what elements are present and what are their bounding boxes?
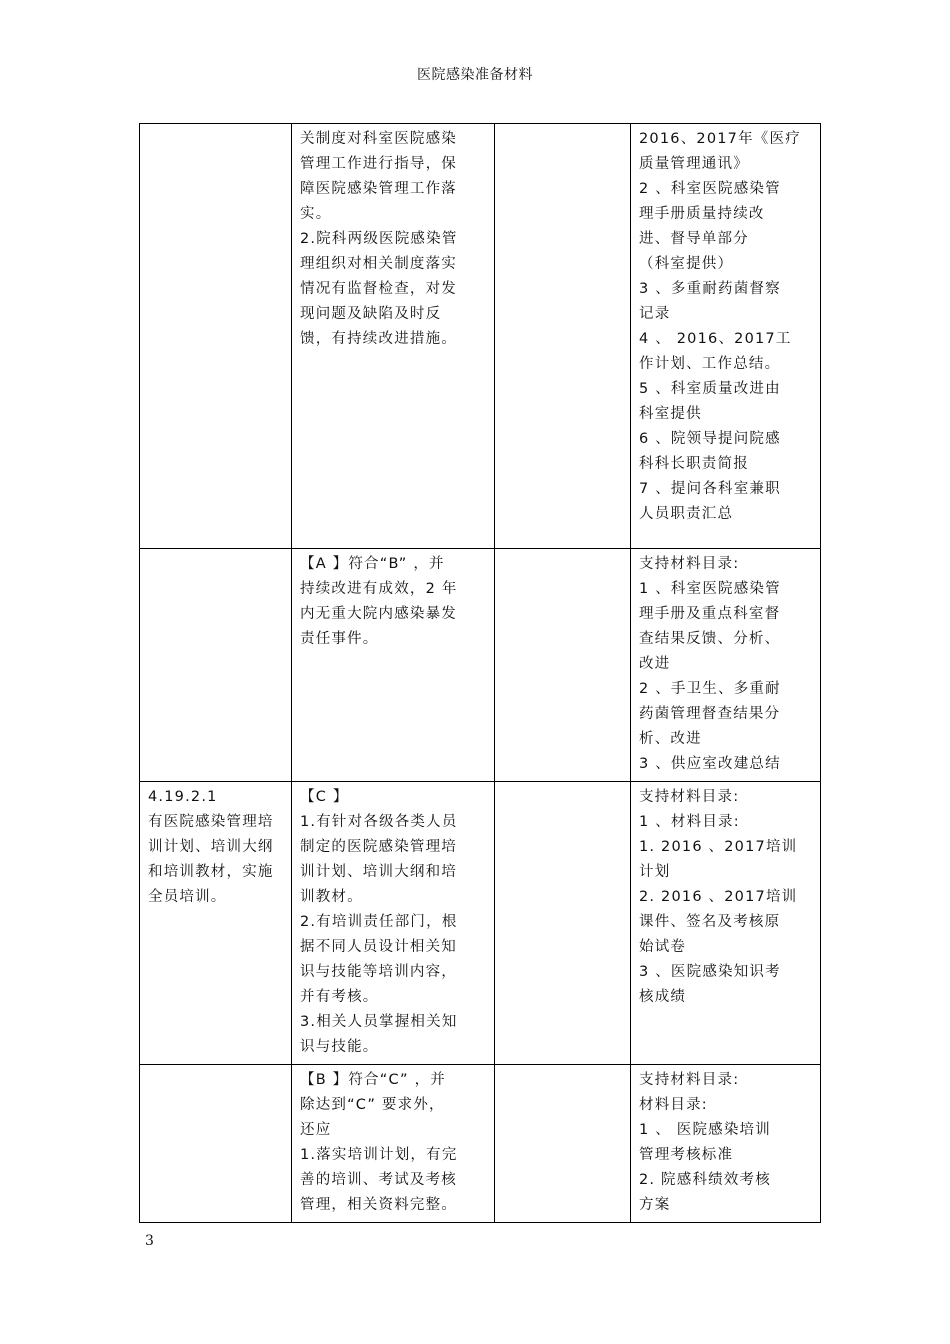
cell-text-line: 责任事件。 [300, 631, 379, 647]
cell-text-line: 训计划、培训大纲和培 [300, 864, 457, 880]
cell-text-line: 并有考核。 [300, 989, 379, 1005]
cell-text-line: 析、改进 [639, 731, 702, 747]
standard-cell [292, 782, 495, 1065]
cell-text-line: 始试卷 [639, 939, 687, 955]
cell-text-line: 核成绩 [639, 989, 687, 1005]
cell-text-line: 内无重大院内感染暴发 [300, 606, 457, 622]
cell-text-line: 2 、科室医院感染管 [639, 181, 781, 197]
cell-text-line: 查结果反馈、分析、 [639, 631, 781, 647]
cell-text-line: 管理工作进行指导，保 [300, 156, 457, 172]
cell-text-line: 课件、签名及考核原 [639, 914, 781, 930]
cell-text-line: 1.落实培训计划，有完 [300, 1147, 458, 1163]
materials-cell [631, 549, 821, 782]
cell-text-line: 人员职责汇总 [639, 506, 734, 522]
cell-text-line: 【C 】 [300, 789, 349, 805]
cell-text-line: 支持材料目录: [639, 556, 740, 572]
blank-cell [495, 782, 631, 1065]
cell-text-line: 3 、医院感染知识考 [639, 964, 781, 980]
cell-text-line: 3.相关人员掌握相关知 [300, 1014, 458, 1030]
cell-text-line: 质量管理通讯》 [639, 156, 749, 172]
item-cell [140, 1065, 292, 1223]
cell-text-line: 支持材料目录: [639, 789, 740, 805]
materials-cell [631, 782, 821, 1065]
cell-text-line: 1.有针对各级各类人员 [300, 814, 458, 830]
standard-cell [292, 124, 495, 549]
cell-text-line: （科室提供） [639, 256, 734, 272]
cell-text-line: 2.院科两级医院感染管 [300, 231, 458, 247]
cell-text-line: 持续改进有成效，2 年 [300, 581, 458, 597]
cell-text-line: 实。 [300, 206, 332, 222]
cell-text-line: 5 、科室质量改进由 [639, 381, 781, 397]
table-row [140, 782, 821, 1065]
page-header: 医院感染准备材料 [417, 67, 533, 83]
standard-cell [292, 549, 495, 782]
cell-text-line: 2.有培训责任部门，根 [300, 914, 458, 930]
cell-text-line: 2. 2016 、2017培训 [639, 889, 798, 905]
cell-text-line: 全员培训。 [148, 889, 227, 905]
cell-text-line: 理手册质量持续改 [639, 206, 765, 222]
cell-text-line: 材料目录: [639, 1097, 708, 1113]
cell-text-line: 训教材。 [300, 889, 363, 905]
blank-cell [495, 1065, 631, 1223]
cell-text-line: 管理考核标准 [639, 1147, 734, 1163]
cell-text-line: 支持材料目录: [639, 1072, 740, 1088]
cell-text-line: 计划 [639, 864, 671, 880]
item-cell [140, 782, 292, 1065]
table-row [140, 1065, 821, 1223]
cell-text-line: 3 、多重耐药菌督察 [639, 281, 781, 297]
blank-cell [495, 549, 631, 782]
cell-text-line: 方案 [639, 1197, 671, 1213]
cell-text-line: 管理，相关资料完整。 [300, 1197, 457, 1213]
item-cell [140, 549, 292, 782]
cell-text-line: 科科长职责简报 [639, 456, 749, 472]
cell-text-line: 理组织对相关制度落实 [300, 256, 457, 272]
cell-text-line: 现问题及缺陷及时反 [300, 306, 442, 322]
cell-text-line: 作计划、工作总结。 [639, 356, 781, 372]
cell-text-line: 2. 院感科绩效考核 [639, 1172, 771, 1188]
cell-text-line: 7 、提问各科室兼职 [639, 481, 781, 497]
cell-text-line: 1 、 医院感染培训 [639, 1122, 771, 1138]
cell-text-line: 【A 】符合“B” ，并 [300, 556, 445, 572]
table-row [140, 549, 821, 782]
blank-cell [495, 124, 631, 549]
cell-text-line: 科室提供 [639, 406, 702, 422]
cell-text-line: 4 、 2016、2017工 [639, 331, 792, 347]
cell-text-line: 识与技能等培训内容， [300, 964, 457, 980]
cell-text-line: 改进 [639, 656, 671, 672]
cell-text-line: 3 、供应室改建总结 [639, 756, 781, 772]
cell-text-line: 还应 [300, 1122, 332, 1138]
cell-text-line: 训计划、培训大纲 [148, 839, 274, 855]
cell-text-line: 药菌管理督查结果分 [639, 706, 781, 722]
cell-text-line: 1. 2016 、2017培训 [639, 839, 798, 855]
cell-text-line: 有医院感染管理培 [148, 814, 274, 830]
item-cell [140, 124, 292, 549]
cell-text-line: 馈，有持续改进措施。 [300, 331, 457, 347]
cell-text-line: 4.19.2.1 [148, 789, 218, 805]
page-number: 3 [145, 1233, 154, 1249]
cell-text-line: 1 、材料目录: [639, 814, 740, 830]
cell-text-line: 情况有监督检查，对发 [300, 281, 457, 297]
cell-text-line: 【B 】符合“C” ，并 [300, 1072, 446, 1088]
cell-text-line: 6 、院领导提问院感 [639, 431, 781, 447]
cell-text-line: 除达到“C” 要求外， [300, 1097, 445, 1113]
standards-table [139, 123, 821, 1223]
cell-text-line: 2 、手卫生、多重耐 [639, 681, 781, 697]
cell-text-line: 据不同人员设计相关知 [300, 939, 457, 955]
materials-cell [631, 124, 821, 549]
cell-text-line: 和培训教材，实施 [148, 864, 274, 880]
standard-cell [292, 1065, 495, 1223]
cell-text-line: 制定的医院感染管理培 [300, 839, 457, 855]
cell-text-line: 理手册及重点科室督 [639, 606, 781, 622]
cell-text-line: 善的培训、考试及考核 [300, 1172, 457, 1188]
cell-text-line: 关制度对科室医院感染 [300, 131, 457, 147]
cell-text-line: 记录 [639, 306, 671, 322]
cell-text-line: 1 、科室医院感染管 [639, 581, 781, 597]
cell-text-line: 障医院感染管理工作落 [300, 181, 457, 197]
cell-text-line: 2016、2017年《医疗 [639, 131, 801, 147]
materials-cell [631, 1065, 821, 1223]
cell-text-line: 进、督导单部分 [639, 231, 749, 247]
cell-text-line: 识与技能。 [300, 1039, 379, 1055]
table-row [140, 124, 821, 549]
